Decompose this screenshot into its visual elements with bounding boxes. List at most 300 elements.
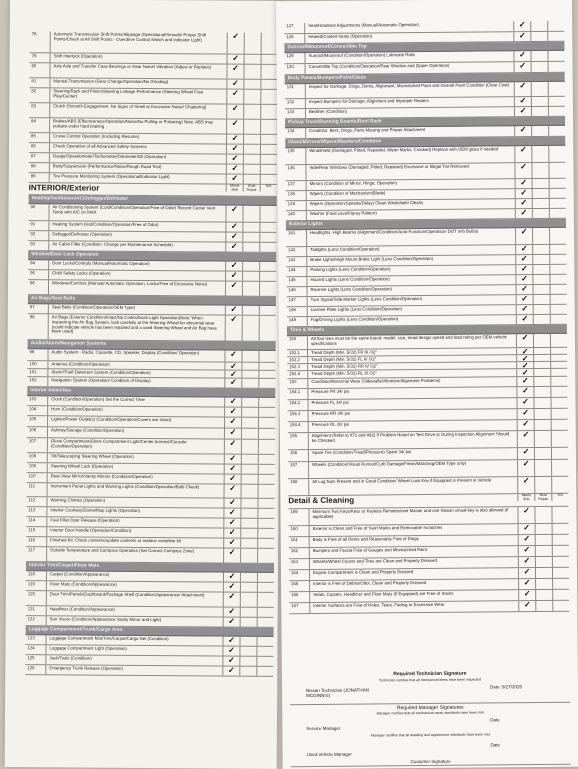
not-applicable-checkbox[interactable] xyxy=(552,420,568,430)
must-repair-checkbox[interactable] xyxy=(244,155,261,164)
must-repair-checkbox[interactable] xyxy=(534,305,551,314)
not-applicable-checkbox[interactable] xyxy=(553,535,569,545)
meets-standards-checkbox[interactable]: ✓ xyxy=(516,228,533,244)
meets-standards-checkbox[interactable]: ✓ xyxy=(514,21,531,31)
meets-standards-checkbox[interactable]: ✓ xyxy=(516,245,533,254)
not-applicable-checkbox[interactable] xyxy=(552,507,568,523)
must-repair-checkbox[interactable] xyxy=(244,80,261,89)
must-repair-checkbox[interactable] xyxy=(533,209,550,218)
not-applicable-checkbox[interactable] xyxy=(551,295,567,304)
customer-signature-field[interactable]: Customer Signature xyxy=(410,758,451,765)
not-applicable-checkbox[interactable] xyxy=(548,32,564,41)
used-vehicle-manager-field[interactable]: Used Vehicle Manager xyxy=(306,751,352,758)
must-repair-checkbox[interactable] xyxy=(242,465,259,474)
not-applicable-checkbox[interactable] xyxy=(550,209,566,218)
meets-standards-checkbox[interactable]: ✓ xyxy=(226,262,243,271)
not-applicable-checkbox[interactable] xyxy=(259,465,275,474)
must-repair-checkbox[interactable] xyxy=(241,539,258,548)
meets-standards-checkbox[interactable]: ✓ xyxy=(516,209,533,218)
must-repair-checkbox[interactable] xyxy=(536,535,553,545)
must-repair-checkbox[interactable] xyxy=(531,51,548,61)
not-applicable-checkbox[interactable] xyxy=(260,262,276,271)
must-repair-checkbox[interactable] xyxy=(534,377,551,386)
service-manager-field[interactable]: Service Manager xyxy=(306,725,341,732)
meets-standards-checkbox[interactable]: ✓ xyxy=(519,524,536,534)
not-applicable-checkbox[interactable] xyxy=(259,418,275,428)
not-applicable-checkbox[interactable] xyxy=(553,590,569,600)
must-repair-checkbox[interactable] xyxy=(533,189,550,198)
not-applicable-checkbox[interactable] xyxy=(260,316,276,341)
not-applicable-checkbox[interactable] xyxy=(258,509,274,518)
service-manager-date[interactable]: Date xyxy=(490,717,500,723)
not-applicable-checkbox[interactable] xyxy=(551,334,567,347)
must-repair-checkbox[interactable] xyxy=(532,107,549,116)
not-applicable-checkbox[interactable] xyxy=(261,145,277,154)
item-number: 133 xyxy=(285,109,306,118)
meets-standards-checkbox[interactable]: ✓ xyxy=(516,189,533,198)
not-applicable-checkbox[interactable] xyxy=(261,80,277,89)
not-applicable-checkbox[interactable] xyxy=(261,165,277,174)
must-repair-checkbox[interactable] xyxy=(535,409,552,419)
must-repair-checkbox[interactable] xyxy=(243,272,260,281)
must-repair-checkbox[interactable] xyxy=(535,460,552,476)
must-repair-checkbox[interactable] xyxy=(535,448,552,459)
meets-standards-checkbox[interactable]: ✓ xyxy=(225,379,242,388)
not-applicable-checkbox[interactable] xyxy=(258,549,274,563)
meets-standards-checkbox[interactable]: ✓ xyxy=(517,387,534,397)
not-applicable-checkbox[interactable] xyxy=(550,285,566,294)
meets-standards-checkbox[interactable]: ✓ xyxy=(515,62,532,72)
must-repair-checkbox[interactable] xyxy=(241,593,258,607)
must-repair-checkbox[interactable] xyxy=(243,243,260,252)
not-applicable-checkbox[interactable] xyxy=(551,362,567,368)
must-repair-checkbox[interactable] xyxy=(531,32,548,41)
item-description: Lighter/Power Outlet(s) (Condition/Operation/Covers are Intact) xyxy=(48,416,225,427)
must-repair-checkbox[interactable] xyxy=(533,255,550,264)
meets-standards-checkbox[interactable]: ✓ xyxy=(224,529,241,538)
meets-standards-checkbox[interactable]: ✓ xyxy=(224,573,241,582)
meets-standards-checkbox[interactable]: ✓ xyxy=(226,243,243,252)
must-repair-checkbox[interactable] xyxy=(536,557,553,567)
not-applicable-checkbox[interactable] xyxy=(550,255,566,264)
not-applicable-checkbox[interactable] xyxy=(257,657,273,666)
not-applicable-checkbox[interactable] xyxy=(549,146,565,162)
meets-standards-checkbox[interactable]: ✓ xyxy=(227,145,244,154)
meets-standards-checkbox[interactable]: ✓ xyxy=(517,398,534,408)
must-repair-checkbox[interactable] xyxy=(241,618,258,627)
meets-standards-checkbox[interactable]: ✓ xyxy=(228,33,245,54)
must-repair-checkbox[interactable] xyxy=(532,62,549,72)
technician-date-field[interactable]: Date: 9/27/2025 xyxy=(489,684,523,690)
meets-standards-checkbox[interactable]: ✓ xyxy=(519,546,536,556)
meets-standards-checkbox[interactable]: ✓ xyxy=(225,465,242,474)
meets-standards-checkbox[interactable]: ✓ xyxy=(518,431,535,447)
meets-standards-checkbox[interactable]: ✓ xyxy=(227,65,244,79)
not-applicable-checkbox[interactable] xyxy=(258,608,274,617)
must-repair-checkbox[interactable] xyxy=(240,657,257,666)
must-repair-checkbox[interactable] xyxy=(241,608,258,617)
must-repair-checkbox[interactable] xyxy=(532,126,549,136)
meets-standards-checkbox[interactable]: ✓ xyxy=(518,409,535,419)
not-applicable-checkbox[interactable] xyxy=(261,175,277,184)
must-repair-checkbox[interactable] xyxy=(242,429,259,439)
technician-name-field[interactable]: Nissan Technician (JONATHAN MCGINNIS) xyxy=(305,687,369,699)
not-applicable-checkbox[interactable] xyxy=(259,485,275,498)
not-applicable-checkbox[interactable] xyxy=(257,667,273,676)
must-repair-checkbox[interactable] xyxy=(243,306,260,315)
meets-standards-checkbox[interactable]: ✓ xyxy=(223,647,240,656)
meets-standards-checkbox[interactable]: ✓ xyxy=(224,608,241,617)
must-repair-checkbox[interactable] xyxy=(242,475,259,484)
not-applicable-checkbox[interactable] xyxy=(260,272,276,281)
not-applicable-checkbox[interactable] xyxy=(551,305,567,314)
not-applicable-checkbox[interactable] xyxy=(551,377,567,386)
meets-standards-checkbox[interactable]: ✓ xyxy=(518,420,535,430)
must-repair-checkbox[interactable] xyxy=(532,82,549,96)
not-applicable-checkbox[interactable] xyxy=(259,455,275,464)
not-applicable-checkbox[interactable] xyxy=(551,348,567,354)
meets-standards-checkbox[interactable]: ✓ xyxy=(516,255,533,264)
meets-standards-checkbox[interactable]: ✓ xyxy=(227,105,244,119)
meets-standards-checkbox[interactable]: ✓ xyxy=(226,316,243,341)
meets-standards-checkbox[interactable]: ✓ xyxy=(224,618,241,627)
must-repair-checkbox[interactable] xyxy=(534,362,551,368)
not-applicable-checkbox[interactable] xyxy=(551,387,567,397)
meets-standards-checkbox[interactable]: ✓ xyxy=(226,223,243,232)
not-applicable-checkbox[interactable] xyxy=(550,245,566,254)
must-repair-checkbox[interactable] xyxy=(241,519,258,528)
not-applicable-checkbox[interactable] xyxy=(550,199,566,208)
not-applicable-checkbox[interactable] xyxy=(259,429,275,439)
must-repair-checkbox[interactable] xyxy=(533,228,550,244)
not-applicable-checkbox[interactable] xyxy=(549,107,565,116)
not-applicable-checkbox[interactable] xyxy=(551,315,567,324)
not-applicable-checkbox[interactable] xyxy=(548,21,564,31)
meets-standards-checkbox[interactable]: ✓ xyxy=(517,305,534,314)
meets-standards-checkbox[interactable]: ✓ xyxy=(514,32,531,41)
meets-standards-checkbox[interactable]: ✓ xyxy=(515,146,532,162)
must-repair-checkbox[interactable] xyxy=(536,579,553,589)
must-repair-checkbox[interactable] xyxy=(240,667,257,676)
meets-standards-checkbox[interactable]: ✓ xyxy=(517,315,534,324)
must-repair-checkbox[interactable] xyxy=(240,637,257,646)
item-number: 154.1 xyxy=(287,389,308,399)
meets-standards-checkbox[interactable]: ✓ xyxy=(515,97,532,106)
meets-standards-checkbox[interactable]: ✓ xyxy=(517,362,534,368)
meets-standards-checkbox[interactable]: ✓ xyxy=(515,126,532,136)
meets-standards-checkbox[interactable]: ✓ xyxy=(516,285,533,294)
must-repair-checkbox[interactable] xyxy=(533,245,550,254)
category-title: Detail & Cleaning xyxy=(288,495,355,506)
not-applicable-checkbox[interactable] xyxy=(550,189,566,198)
must-repair-checkbox[interactable] xyxy=(242,363,259,370)
meets-standards-checkbox[interactable]: ✓ xyxy=(224,519,241,528)
meets-standards-checkbox[interactable]: ✓ xyxy=(517,334,534,347)
not-applicable-checkbox[interactable] xyxy=(259,351,275,362)
must-repair-checkbox[interactable] xyxy=(532,146,549,162)
meets-standards-checkbox[interactable]: ✓ xyxy=(516,179,533,188)
not-applicable-checkbox[interactable] xyxy=(258,499,274,508)
must-repair-checkbox[interactable] xyxy=(536,590,553,600)
must-repair-checkbox[interactable] xyxy=(242,379,259,388)
must-repair-checkbox[interactable] xyxy=(243,223,260,232)
not-applicable-checkbox[interactable] xyxy=(552,431,568,447)
meets-standards-checkbox[interactable]: ✓ xyxy=(224,583,241,592)
must-repair-checkbox[interactable] xyxy=(242,371,259,378)
not-applicable-checkbox[interactable] xyxy=(259,363,275,370)
must-repair-checkbox[interactable] xyxy=(244,90,261,104)
must-repair-checkbox[interactable] xyxy=(244,105,261,119)
not-applicable-checkbox[interactable] xyxy=(549,82,565,96)
not-applicable-checkbox[interactable] xyxy=(553,524,569,534)
meets-standards-checkbox[interactable]: ✓ xyxy=(519,568,536,578)
must-repair-checkbox[interactable] xyxy=(243,206,260,222)
must-repair-checkbox[interactable] xyxy=(244,135,261,144)
must-repair-checkbox[interactable] xyxy=(241,583,258,592)
not-applicable-checkbox[interactable] xyxy=(258,573,274,582)
must-repair-checkbox[interactable] xyxy=(241,573,258,582)
must-repair-checkbox[interactable] xyxy=(242,351,259,362)
meets-standards-checkbox[interactable]: ✓ xyxy=(227,175,244,184)
not-applicable-checkbox[interactable] xyxy=(260,282,276,296)
not-applicable-checkbox[interactable] xyxy=(553,579,569,589)
not-applicable-checkbox[interactable] xyxy=(261,90,277,104)
must-repair-checkbox[interactable] xyxy=(242,455,259,464)
must-repair-checkbox[interactable] xyxy=(533,179,550,188)
meets-standards-checkbox[interactable]: ✓ xyxy=(517,369,534,376)
meets-standards-checkbox[interactable]: ✓ xyxy=(224,549,241,563)
not-applicable-checkbox[interactable] xyxy=(261,65,277,79)
not-applicable-checkbox[interactable] xyxy=(259,408,275,417)
must-repair-checkbox[interactable] xyxy=(242,398,259,407)
must-repair-checkbox[interactable] xyxy=(533,199,550,208)
not-applicable-checkbox[interactable] xyxy=(261,155,277,164)
not-applicable-checkbox[interactable] xyxy=(261,105,277,119)
must-repair-checkbox[interactable] xyxy=(242,440,259,454)
meets-standards-checkbox[interactable]: ✓ xyxy=(224,509,241,518)
must-repair-checkbox[interactable] xyxy=(536,546,553,556)
meets-standards-checkbox[interactable]: ✓ xyxy=(225,398,242,407)
meets-standards-checkbox[interactable]: ✓ xyxy=(223,657,240,666)
must-repair-checkbox[interactable] xyxy=(535,507,552,523)
meets-standards-checkbox[interactable]: ✓ xyxy=(225,418,242,428)
must-repair-checkbox[interactable] xyxy=(536,568,553,578)
meets-standards-checkbox[interactable]: ✓ xyxy=(517,348,534,354)
meets-standards-checkbox[interactable]: ✓ xyxy=(519,535,536,545)
meets-standards-checkbox[interactable]: ✓ xyxy=(518,460,535,476)
must-repair-checkbox[interactable] xyxy=(534,334,551,347)
meets-standards-checkbox[interactable]: ✓ xyxy=(223,637,240,646)
meets-standards-checkbox[interactable]: ✓ xyxy=(223,667,240,676)
not-applicable-checkbox[interactable] xyxy=(262,55,278,64)
not-applicable-checkbox[interactable] xyxy=(553,546,569,556)
not-applicable-checkbox[interactable] xyxy=(551,355,567,361)
meets-standards-checkbox[interactable]: ✓ xyxy=(517,295,534,304)
not-applicable-checkbox[interactable] xyxy=(258,519,274,528)
must-repair-checkbox[interactable] xyxy=(244,145,261,154)
must-repair-checkbox[interactable] xyxy=(535,431,552,447)
must-repair-checkbox[interactable] xyxy=(243,316,260,341)
not-applicable-checkbox[interactable] xyxy=(552,409,568,419)
meets-standards-checkbox[interactable]: ✓ xyxy=(519,601,536,611)
must-repair-checkbox[interactable] xyxy=(533,285,550,294)
not-applicable-checkbox[interactable] xyxy=(258,618,274,627)
meets-standards-checkbox[interactable]: ✓ xyxy=(227,135,244,144)
meets-standards-checkbox[interactable]: ✓ xyxy=(224,593,241,607)
not-applicable-checkbox[interactable] xyxy=(257,637,273,646)
meets-standards-checkbox[interactable]: ✓ xyxy=(225,485,242,498)
must-repair-checkbox[interactable] xyxy=(531,21,548,31)
meets-standards-checkbox[interactable]: ✓ xyxy=(225,455,242,464)
must-repair-checkbox[interactable] xyxy=(241,499,258,508)
must-repair-checkbox[interactable] xyxy=(534,355,551,361)
must-repair-checkbox[interactable] xyxy=(532,163,549,178)
item-description: Door Trim/Panels/Dashboard/Package Shelf (Condition/Appearance/ Attachment) xyxy=(47,591,224,606)
not-applicable-checkbox[interactable] xyxy=(259,398,275,407)
must-repair-checkbox[interactable] xyxy=(535,477,552,493)
not-applicable-checkbox[interactable] xyxy=(258,539,274,548)
not-applicable-checkbox[interactable] xyxy=(259,379,275,388)
not-applicable-checkbox[interactable] xyxy=(549,163,565,178)
not-applicable-checkbox[interactable] xyxy=(551,398,567,408)
not-applicable-checkbox[interactable] xyxy=(550,179,566,188)
meets-standards-checkbox[interactable]: ✓ xyxy=(227,80,244,89)
meets-standards-checkbox[interactable]: ✓ xyxy=(224,539,241,548)
column-header: Meets Stds xyxy=(226,185,243,192)
must-repair-checkbox[interactable] xyxy=(534,398,551,408)
meets-standards-checkbox[interactable]: ✓ xyxy=(225,429,242,439)
must-repair-checkbox[interactable] xyxy=(243,262,260,271)
item-description: All Lug Nuts Present and in Good Condition/ Wheel Lock Key if Equipped is Present in Vehicle xyxy=(309,477,518,495)
not-applicable-checkbox[interactable] xyxy=(259,371,275,378)
item-description: Seat/Headrest Adjustments (Manual/Automatic Operation) xyxy=(305,21,514,33)
must-repair-checkbox[interactable] xyxy=(533,275,550,284)
must-repair-checkbox[interactable] xyxy=(244,65,261,79)
meets-standards-checkbox[interactable]: ✓ xyxy=(225,371,242,378)
meets-standards-checkbox[interactable]: ✓ xyxy=(224,499,241,508)
not-applicable-checkbox[interactable] xyxy=(258,593,274,607)
must-repair-checkbox[interactable] xyxy=(242,408,259,417)
must-repair-checkbox[interactable] xyxy=(245,33,262,54)
not-applicable-checkbox[interactable] xyxy=(553,568,569,578)
meets-standards-checkbox[interactable]: ✓ xyxy=(225,408,242,417)
meets-standards-checkbox[interactable]: ✓ xyxy=(227,90,244,104)
not-applicable-checkbox[interactable] xyxy=(260,233,276,242)
must-repair-checkbox[interactable] xyxy=(534,295,551,304)
meets-standards-checkbox[interactable]: ✓ xyxy=(225,351,242,362)
not-applicable-checkbox[interactable] xyxy=(259,440,275,454)
must-repair-checkbox[interactable] xyxy=(535,420,552,430)
not-applicable-checkbox[interactable] xyxy=(257,647,273,656)
meets-standards-checkbox[interactable]: ✓ xyxy=(519,579,536,589)
not-applicable-checkbox[interactable] xyxy=(258,529,274,538)
not-applicable-checkbox[interactable] xyxy=(260,306,276,315)
not-applicable-checkbox[interactable] xyxy=(550,228,566,244)
must-repair-checkbox[interactable] xyxy=(241,549,258,563)
not-applicable-checkbox[interactable] xyxy=(549,97,565,106)
must-repair-checkbox[interactable] xyxy=(244,120,261,134)
must-repair-checkbox[interactable] xyxy=(534,315,551,324)
not-applicable-checkbox[interactable] xyxy=(260,223,276,232)
meets-standards-checkbox[interactable]: ✓ xyxy=(226,306,243,315)
must-repair-checkbox[interactable] xyxy=(536,524,553,534)
must-repair-checkbox[interactable] xyxy=(244,165,261,174)
not-applicable-checkbox[interactable] xyxy=(553,601,569,611)
not-applicable-checkbox[interactable] xyxy=(552,477,568,493)
not-applicable-checkbox[interactable] xyxy=(552,448,568,459)
not-applicable-checkbox[interactable] xyxy=(259,475,275,484)
must-repair-checkbox[interactable] xyxy=(534,348,551,354)
item-description: Tread Depth (Min. 5/32) FR 8/ /32" xyxy=(308,348,517,356)
meets-standards-checkbox[interactable]: ✓ xyxy=(226,233,243,242)
meets-standards-checkbox[interactable]: ✓ xyxy=(227,120,244,134)
meets-standards-checkbox[interactable]: ✓ xyxy=(228,55,245,64)
meets-standards-checkbox[interactable]: ✓ xyxy=(226,282,243,296)
meets-standards-checkbox[interactable]: ✓ xyxy=(225,363,242,370)
meets-standards-checkbox[interactable]: ✓ xyxy=(519,557,536,567)
meets-standards-checkbox[interactable]: ✓ xyxy=(518,448,535,459)
not-applicable-checkbox[interactable] xyxy=(261,120,277,134)
used-vehicle-manager-date[interactable]: Date xyxy=(490,742,501,748)
meets-standards-checkbox[interactable]: ✓ xyxy=(519,590,536,600)
meets-standards-checkbox[interactable]: ✓ xyxy=(516,265,533,274)
meets-standards-checkbox[interactable]: ✓ xyxy=(515,107,532,116)
meets-standards-checkbox[interactable]: ✓ xyxy=(227,155,244,164)
not-applicable-checkbox[interactable] xyxy=(549,126,565,136)
not-applicable-checkbox[interactable] xyxy=(550,265,566,274)
not-applicable-checkbox[interactable] xyxy=(261,135,277,144)
must-repair-checkbox[interactable] xyxy=(242,418,259,428)
meets-standards-checkbox[interactable]: ✓ xyxy=(514,51,531,61)
not-applicable-checkbox[interactable] xyxy=(550,275,566,284)
meets-standards-checkbox[interactable]: ✓ xyxy=(225,440,242,454)
meets-standards-checkbox[interactable]: ✓ xyxy=(516,275,533,284)
meets-standards-checkbox[interactable]: ✓ xyxy=(516,199,533,208)
meets-standards-checkbox[interactable]: ✓ xyxy=(225,475,242,484)
not-applicable-checkbox[interactable] xyxy=(549,62,565,72)
must-repair-checkbox[interactable] xyxy=(243,282,260,296)
not-applicable-checkbox[interactable] xyxy=(260,243,276,252)
meets-standards-checkbox[interactable]: ✓ xyxy=(517,377,534,386)
meets-standards-checkbox[interactable]: ✓ xyxy=(515,82,532,96)
must-repair-checkbox[interactable] xyxy=(536,601,553,611)
must-repair-checkbox[interactable] xyxy=(243,233,260,242)
must-repair-checkbox[interactable] xyxy=(241,509,258,518)
meets-standards-checkbox[interactable]: ✓ xyxy=(515,163,532,178)
meets-standards-checkbox[interactable]: ✓ xyxy=(227,165,244,174)
meets-standards-checkbox[interactable]: ✓ xyxy=(518,477,535,493)
meets-standards-checkbox[interactable]: ✓ xyxy=(517,355,534,361)
not-applicable-checkbox[interactable] xyxy=(552,460,568,476)
not-applicable-checkbox[interactable] xyxy=(260,206,276,222)
not-applicable-checkbox[interactable] xyxy=(551,369,567,376)
must-repair-checkbox[interactable] xyxy=(241,529,258,538)
not-applicable-checkbox[interactable] xyxy=(548,51,564,61)
must-repair-checkbox[interactable] xyxy=(245,55,262,64)
meets-standards-checkbox[interactable]: ✓ xyxy=(226,272,243,281)
must-repair-checkbox[interactable] xyxy=(534,369,551,376)
meets-standards-checkbox[interactable]: ✓ xyxy=(226,206,243,222)
must-repair-checkbox[interactable] xyxy=(242,485,259,498)
not-applicable-checkbox[interactable] xyxy=(258,583,274,592)
must-repair-checkbox[interactable] xyxy=(532,97,549,106)
must-repair-checkbox[interactable] xyxy=(244,175,261,184)
must-repair-checkbox[interactable] xyxy=(533,265,550,274)
must-repair-checkbox[interactable] xyxy=(240,647,257,656)
meets-standards-checkbox[interactable]: ✓ xyxy=(518,507,535,523)
must-repair-checkbox[interactable] xyxy=(534,387,551,397)
not-applicable-checkbox[interactable] xyxy=(553,557,569,567)
